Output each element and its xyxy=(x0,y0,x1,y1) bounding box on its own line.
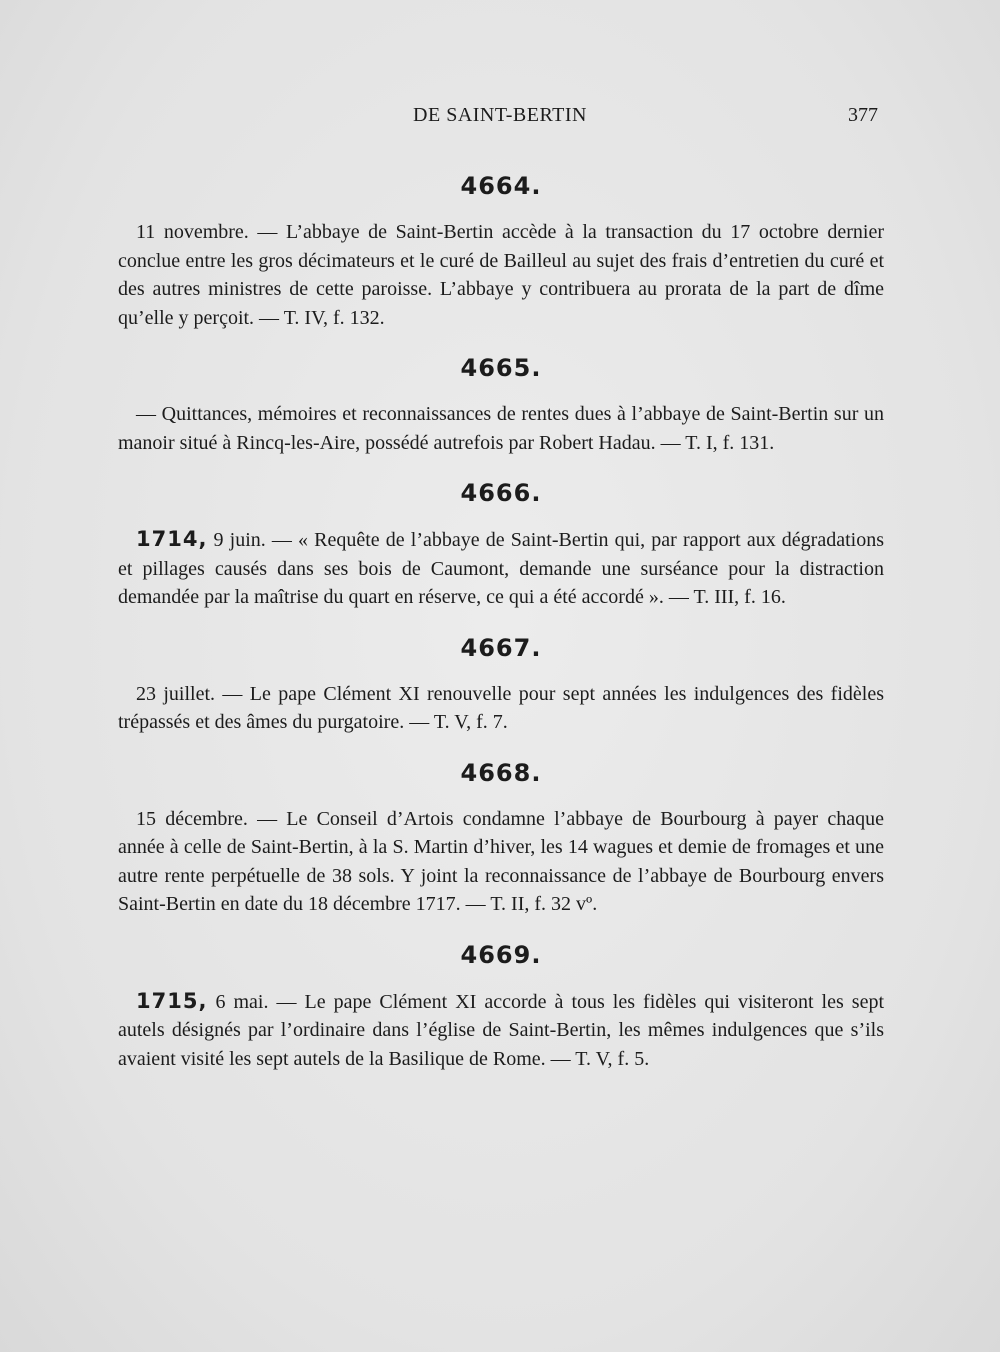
entry-4667 xyxy=(118,630,884,737)
entry-4666 xyxy=(118,475,884,612)
entry-number: 4667. xyxy=(460,633,542,662)
running-head xyxy=(118,104,882,134)
entry-number: 4669. xyxy=(460,940,542,969)
entry-number: 4664. xyxy=(460,172,542,200)
entry-body: 15 décembre. — Le Conseil d’Artois condamne l’abbaye de Bourbourg à payer chaque année à celle de Saint-Bertin, à la S. Martin d’hiver, les 14 wagues et demie de fromages et une autre rente perpétuelle de 38 sols. Y joint la reconnaissance de l’abbaye de Bourbourg envers Saint-Bertin en date du 18 décembre 1717. — T. II, f. 32 vº. xyxy=(118,807,884,915)
entry-4668 xyxy=(118,755,884,919)
entry-year: 1714, xyxy=(136,527,208,551)
entry-body: 11 novembre. — L’abbaye de Saint-Bertin accède à la transaction du 17 octobre dernier conclue entre les gros décimateurs et le curé de Bailleul au sujet des frais d’entretien du curé et des autres ministres de cette paroisse. L’abbaye y contribuera au prorata de la part de dîme qu’elle y perçoit. — T. IV, f. 132. xyxy=(118,221,884,329)
entry-body: 6 mai. — Le pape Clément XI accorde à tous les fidèles qui visiteront les sept autels désignés par l’ordinaire dans l’église de Saint-Bertin, les mêmes indulgences que s’ils avaient visité les sept autels de la Basilique de Rome. — T. V, f. 5. xyxy=(118,990,884,1070)
entry-body: 23 juillet. — Le pape Clément XI renouvelle pour sept années les indulgences des fidèles trépassés et des âmes du purgatoire. — T. V, f. 7. xyxy=(118,682,884,733)
entry-4664 xyxy=(118,168,884,332)
entry-number: 4665. xyxy=(460,354,542,382)
entry-number: 4666. xyxy=(460,479,542,507)
entry-body: — Quittances, mémoires et reconnaissances de rentes dues à l’abbaye de Saint-Bertin sur un manoir situé à Rincq-les-Aire, possédé autrefois par Robert Hadau. — T. I, f. 131. xyxy=(118,403,884,454)
entry-text xyxy=(118,680,884,737)
entry-text xyxy=(118,400,884,457)
entry-text xyxy=(118,525,884,612)
entry-number: 4668. xyxy=(460,758,542,787)
entry-4669 xyxy=(118,937,884,1074)
entry-year: 1715, xyxy=(136,988,208,1013)
entry-text xyxy=(118,987,884,1074)
entry-4665 xyxy=(118,350,884,457)
entry-body: 9 juin. — « Requête de l’abbaye de Saint-Bertin qui, par rapport aux dégradations et pillages causés dans ses bois de Caumont, demande une surséance pour la distraction demandée par la maîtrise du quart en réserve, ce qui a été accordé ». — T. III, f. 16. xyxy=(118,529,884,608)
entry-text xyxy=(118,218,884,332)
entry-text xyxy=(118,805,884,919)
page-number: 377 xyxy=(848,104,878,126)
entries-list xyxy=(118,168,884,1091)
running-title: DE SAINT-BERTIN xyxy=(413,104,587,126)
